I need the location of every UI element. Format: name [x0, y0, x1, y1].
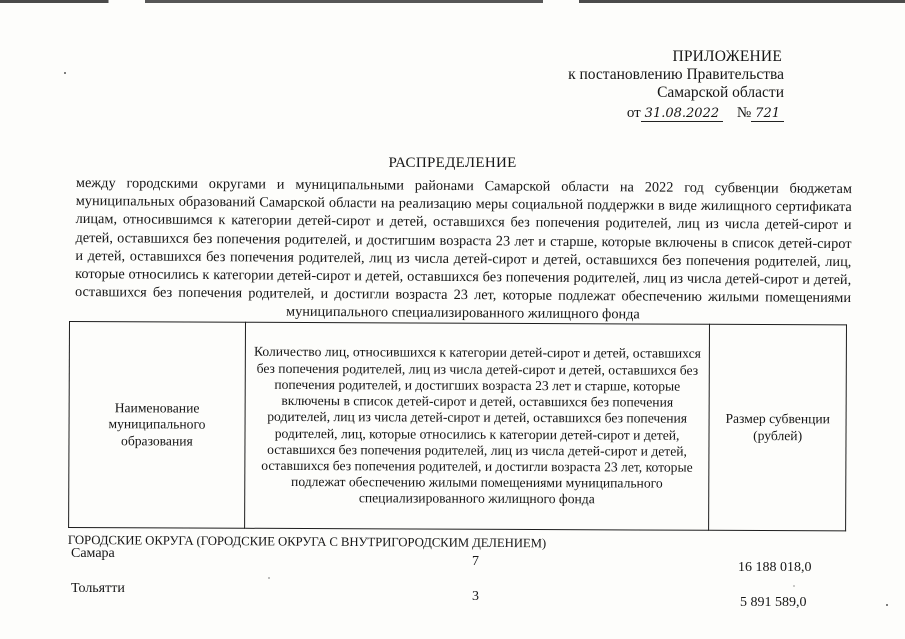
header-municipality: Наименование муниципального образования [69, 322, 246, 529]
distribution-table-header [68, 321, 847, 531]
row-tolyatti-amount: 5 891 589,0 [740, 595, 807, 610]
document-description: между городскими округами и муниципальными районами Самарской области на 2022 год субвенции бюджетам муниципальных образований Самарской области на реализацию меры социальной поддержки в виде жилищного сертификата лицам, относившимся к категории детей-сирот и детей, оставшихся без попечения родителей, лиц из числа детей-сирот и детей, оставшихся без попечения родителей, и достигшим возраста 23 лет и старше, которые включены в список детей-сирот и детей, оставшихся без попечения родителей, лиц из числа детей-сирот и детей, оставшихся без попечения родителей, лиц, которые относились к категории детей-сирот и детей, оставшихся без попечения родителей, лиц из числа детей-сирот и детей, оставшихся без попечения родителей, и достигли возраста 23 лет, которые подлежат обеспечению жилыми помещениями муниципального специализированного жилищного фонда [75, 174, 852, 323]
handwritten-date: 31.08.2022 [641, 106, 723, 122]
scan-speck [268, 577, 270, 579]
document-title: РАСПРЕДЕЛЕНИЕ [388, 155, 517, 171]
appendix-line-2: к постановлению Правительства [568, 66, 784, 83]
appendix-block [568, 48, 784, 123]
scan-speck [64, 72, 66, 74]
row-samara-name: Самара [71, 546, 115, 561]
header-subvention-amount: Размер субвенции (рублей) [709, 324, 847, 531]
date-prefix: от [626, 105, 641, 121]
row-samara-amount: 16 188 018,0 [738, 560, 812, 575]
handwritten-number: 721 [751, 106, 784, 122]
scan-top-edge [0, 0, 905, 3]
appendix-heading: ПРИЛОЖЕНИЕ [672, 48, 782, 65]
appendix-date-number-line [568, 104, 784, 123]
scan-speck [886, 604, 888, 606]
row-tolyatti-count: 3 [472, 589, 479, 604]
number-prefix: № [736, 105, 752, 121]
row-samara-count: 7 [472, 554, 479, 569]
row-tolyatti-name: Тольятти [71, 581, 125, 596]
appendix-line-3: Самарской области [657, 84, 784, 101]
scan-speck [793, 585, 795, 587]
header-count-of-persons: Количество лиц, относившихся к категории детей-сирот и детей, оставшихся без попечения родителей, лиц из числа детей-сирот и детей, оставшихся без попечения родителей, и достигших возраста 23 лет и старше, которые включены в список детей-сирот и детей, оставшихся без попечения родителей, лиц из числа детей-сирот и детей, оставшихся без попечения родителей, лиц, которые относились к категории детей-сирот и детей, оставшихся без попечения родителей, лиц из числа детей-сирот и детей, оставшихся без попечения родителей, и достигли возраста 23 лет, которые подлежат обеспечению жилыми помещениями муниципального специализированного жилищного фонда [244, 322, 709, 530]
group-heading-urban-districts: ГОРОДСКИЕ ОКРУГА (ГОРОДСКИЕ ОКРУГА С ВНУТРИГОРОДСКИМ ДЕЛЕНИЕМ) [67, 533, 547, 551]
